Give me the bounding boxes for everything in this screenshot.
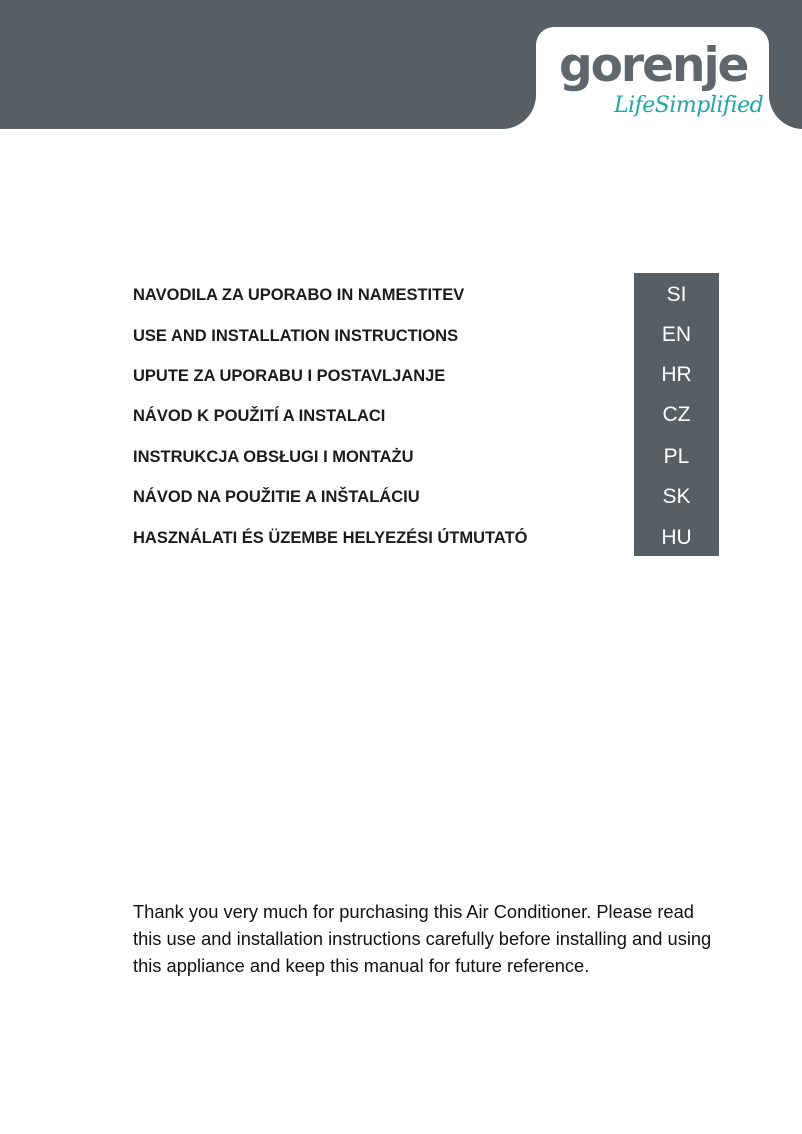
- language-code-si: SI: [666, 283, 687, 306]
- language-code-pl: PL: [663, 445, 690, 468]
- language-title-hr: UPUTE ZA UPORABU I POSTAVLJANJE: [133, 367, 446, 385]
- language-title-hu: HASZNÁLATI ÉS ÜZEMBE HELYEZÉSI ÚTMUTATÓ: [133, 529, 528, 547]
- language-title-en: USE AND INSTALLATION INSTRUCTIONS: [133, 327, 459, 345]
- logo-tab-fillet-right: [769, 95, 802, 129]
- language-title-cz: NÁVOD K POUŽITÍ A INSTALACI: [133, 407, 386, 425]
- language-title-sk: NÁVOD NA POUŽITIE A INŠTALÁCIU: [133, 488, 420, 506]
- language-title-si: NAVODILA ZA UPORABO IN NAMESTITEV: [133, 286, 465, 304]
- language-title-pl: INSTRUKCJA OBSŁUGI I MONTAŻU: [133, 448, 414, 466]
- language-code-sk: SK: [662, 485, 691, 508]
- intro-paragraph: Thank you very much for purchasing this Air Conditioner. Please read this use and installation instructions carefully before installing and using this appliance and keep this manual for future reference.: [133, 901, 712, 976]
- logo-tab-fillet-left: [502, 95, 536, 129]
- brand-tagline: LifeSimplified: [614, 93, 764, 118]
- language-code-en: EN: [661, 323, 692, 346]
- language-code-hr: HR: [661, 363, 692, 386]
- language-code-cz: CZ: [662, 403, 691, 426]
- language-code-hu: HU: [661, 526, 692, 549]
- brand-logo: gorenje: [559, 38, 748, 93]
